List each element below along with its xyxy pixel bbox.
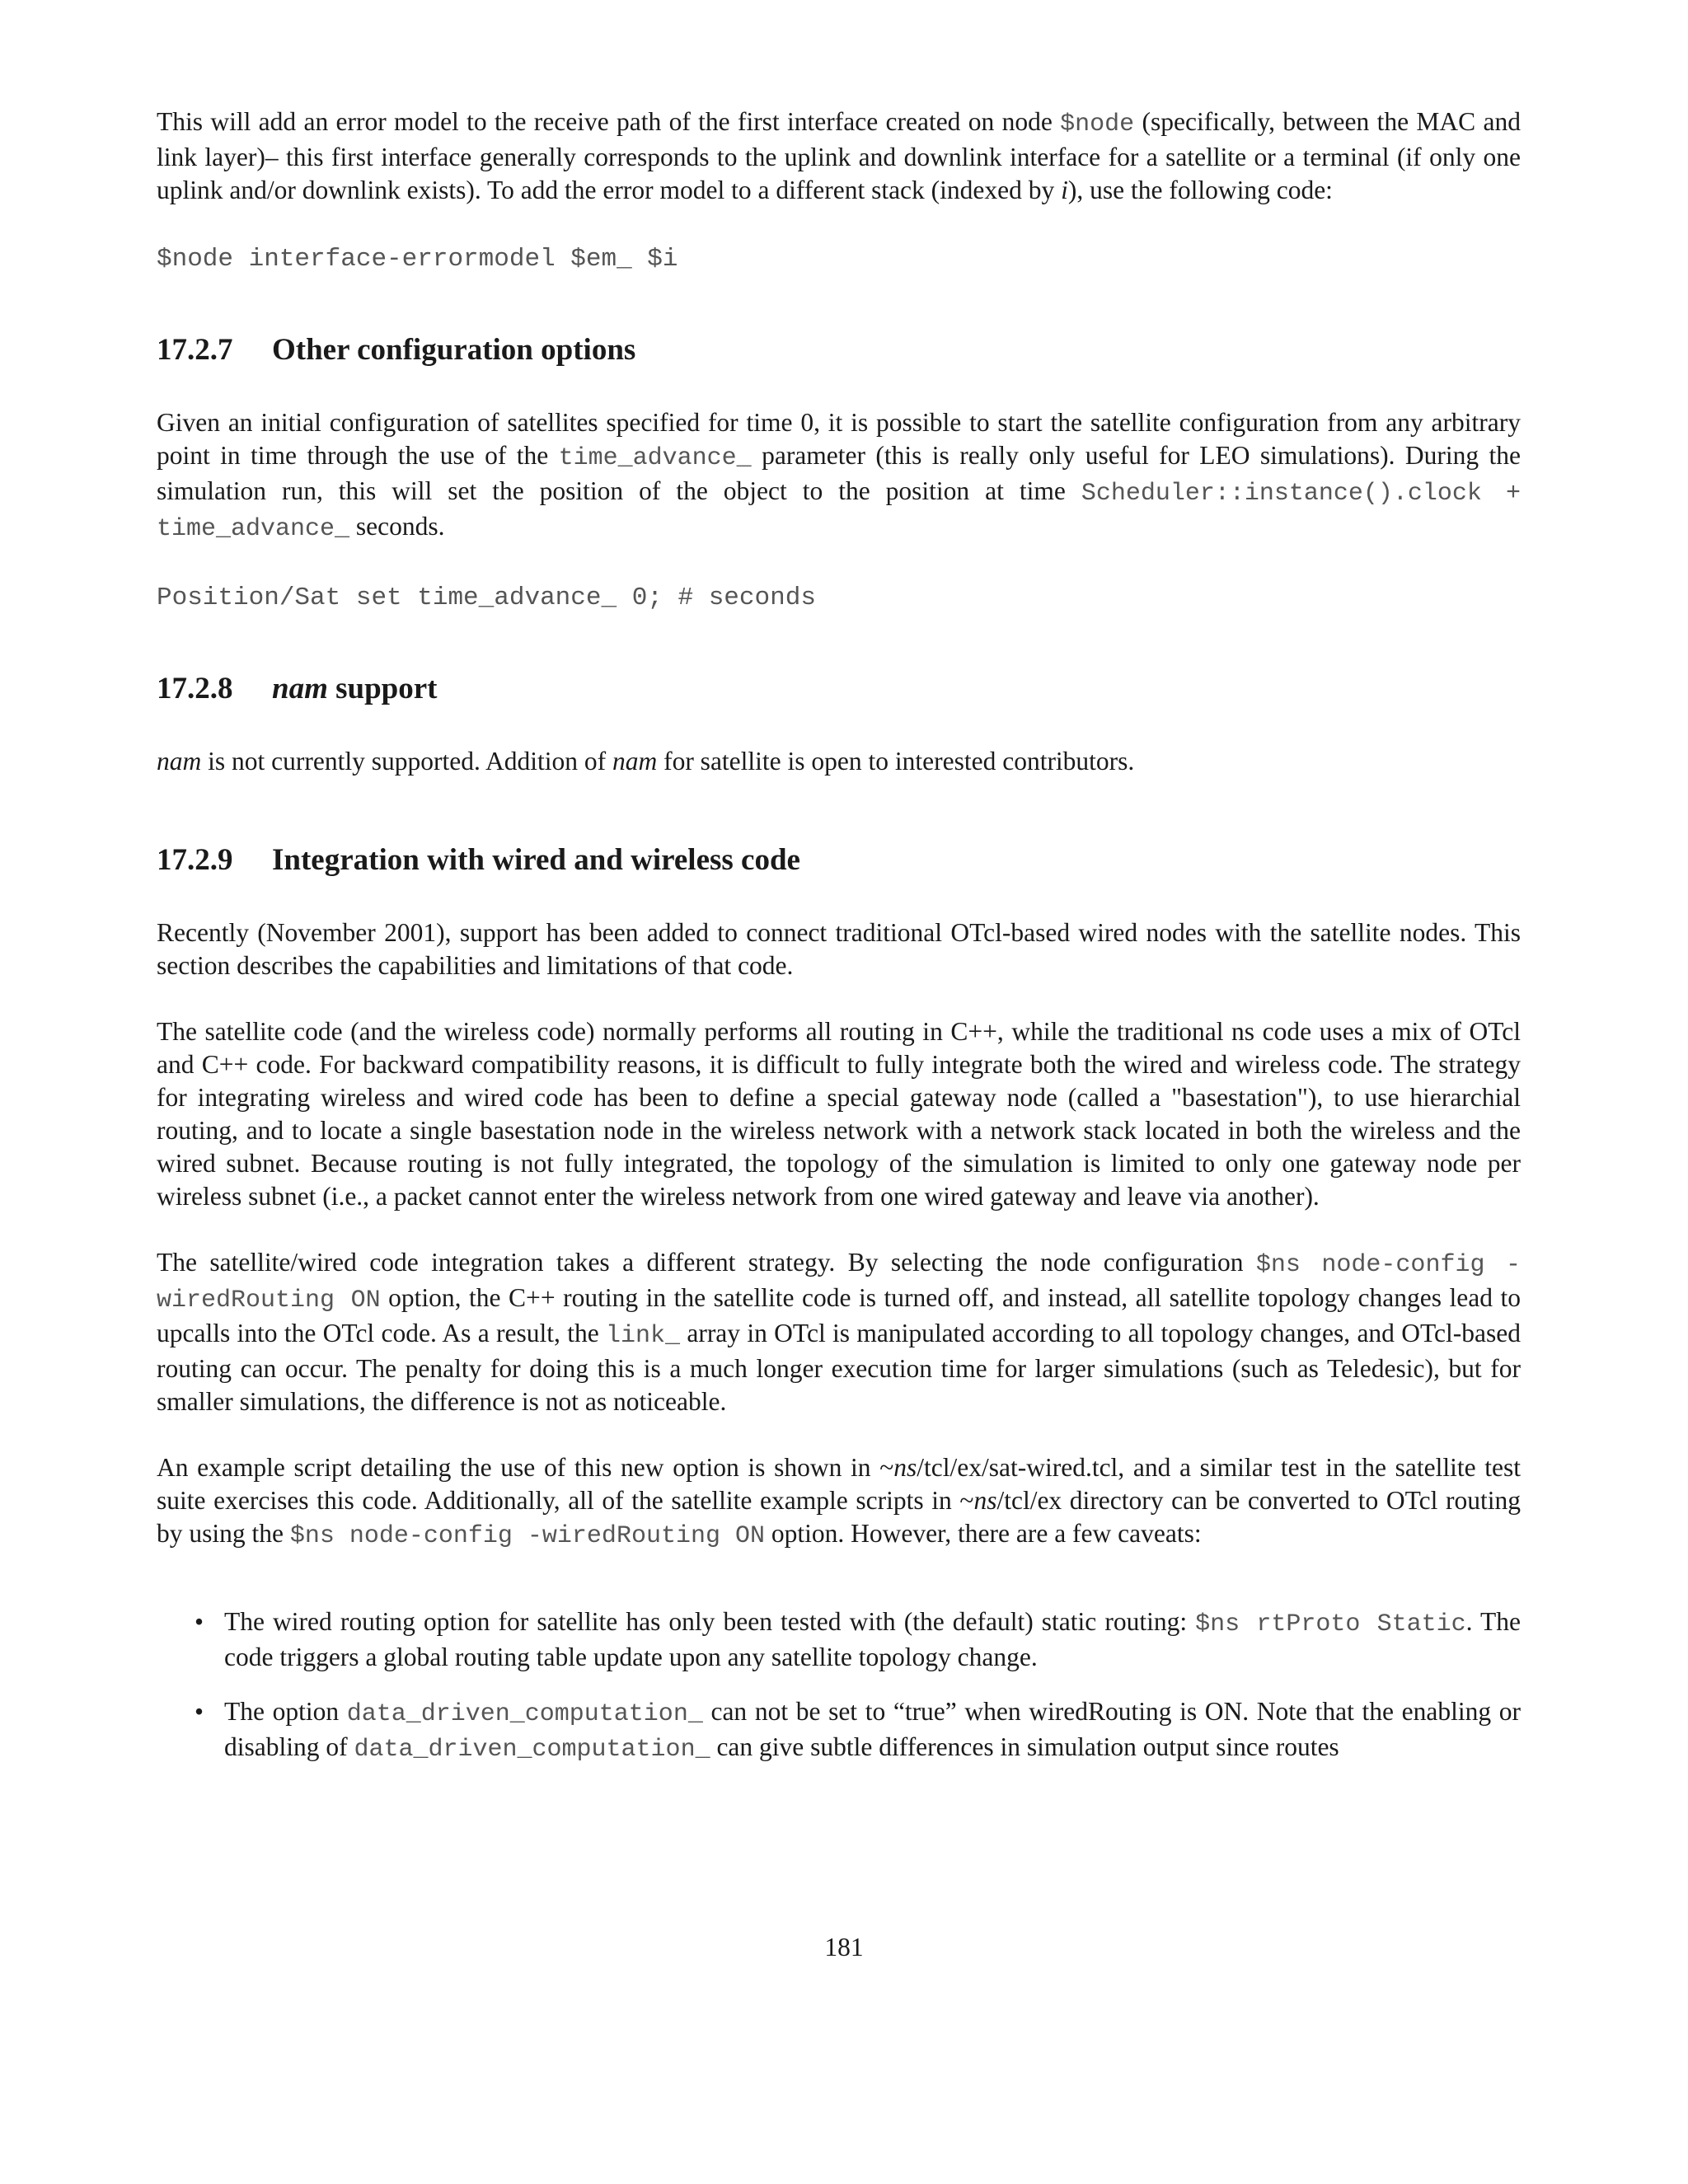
text: ), use the following code:: [1067, 176, 1333, 204]
section-number: 17.2.8: [157, 672, 233, 705]
section-number: 17.2.9: [157, 843, 233, 877]
text: for satellite is open to interested contributors.: [657, 747, 1135, 776]
code-block-interface-errormodel: $node interface-errormodel $em_ $i: [157, 245, 678, 274]
paragraph-example-script: [157, 1451, 1521, 1553]
text: This will add an error model to the receive path of the first interface created on node: [157, 107, 1061, 136]
paragraph-satellite-code: The satellite code (and the wireless code) normally performs all routing in C++, while the traditional ns code uses a mix of OTcl and C++ code. For backward compatibility reasons, it is difficult to fully integrate both the wired and wireless code. The strategy for integrating wireless and wired code has been to define a special gateway node (called a "basestation"), to use hierarchial routing, and to locate a single basestation node in the wireless network with a network stack located in both the wireless and the wired subnet. Because routing is not fully integrated, the topology of the simulation is limited to only one gateway node per wireless subnet (i.e., a packet cannot enter the wireless network from one wired gateway and leave via another).: [157, 1017, 1521, 1211]
paragraph-time-advance: [157, 406, 1521, 546]
text: . The code triggers a global routing table update upon any satellite topology change.: [224, 1607, 1522, 1671]
emphasis: ns: [893, 1453, 917, 1482]
text: option, the C++ routing in the satellite code is turned off, and instead, all satellite topology changes lead to upcalls into the OTcl code. As a result, the: [157, 1283, 1521, 1347]
text: The wired routing option for satellite has only been tested with (the default) static routing:: [224, 1607, 1196, 1636]
code-block-time-advance: Position/Sat set time_advance_ 0; # seconds: [157, 583, 816, 612]
text: The satellite/wired code integration takes a different strategy. By selecting the node configuration: [157, 1248, 1256, 1277]
section-title-em: nam: [272, 672, 328, 705]
list-item: [157, 1695, 1521, 1766]
inline-code: $ns rtProto Static: [1195, 1610, 1466, 1638]
text: array in OTcl is manipulated according to all topology changes, and OTcl-based routing can occur. The penalty for doing this is a much longer execution time for larger simulations (such as Teledesic), but for smaller simulations, the difference is not as noticeable.: [157, 1319, 1521, 1416]
math-var: i: [1061, 176, 1068, 204]
inline-code: $ns node-config -wiredRouting ON: [289, 1522, 765, 1550]
bullet-icon: •: [195, 1697, 204, 1726]
section-heading-17-2-7: [157, 332, 1521, 368]
text: parameter (this is really only useful for LEO simulations). During the simulation run, this will set the position of the object to the position at time: [157, 441, 1521, 505]
text: can give subtle differences in simulation output since routes: [710, 1732, 1339, 1761]
inline-code: data_driven_computation_: [354, 1736, 710, 1764]
inline-code: Scheduler::instance().clock + time_advance_: [157, 480, 1521, 543]
emphasis: ns: [973, 1486, 997, 1515]
text: is not currently supported. Addition of: [201, 747, 612, 776]
section-heading-17-2-9: [157, 842, 1521, 879]
paragraph-error-model: [157, 105, 1521, 207]
text: option. However, there are a few caveats:: [764, 1519, 1202, 1548]
emphasis: nam: [612, 747, 658, 776]
section-number: 17.2.7: [157, 333, 233, 367]
text: can not be set to “true” when wiredRouting is ON. Note that the enabling or disabling of: [224, 1697, 1521, 1761]
inline-code: time_advance_: [558, 444, 752, 472]
caveats-list: [157, 1605, 1521, 1766]
section-title: support: [327, 672, 438, 705]
text: seconds.: [349, 512, 445, 541]
text: Given an initial configuration of satellites specified for time 0, it is possible to start the satellite configuration from any arbitrary point in time through the use of the: [157, 408, 1521, 470]
inline-code: $node: [1060, 110, 1135, 138]
inline-code: data_driven_computation_: [346, 1700, 703, 1728]
text: /tcl/ex/sat-wired.tcl, and a similar test in the satellite test suite exercises this code. Additionally, all of the satellite example scripts in ~: [157, 1453, 1521, 1515]
paragraph-integration: [157, 1246, 1521, 1418]
section-title: Integration with wired and wireless code: [272, 843, 800, 877]
section-title: Other configuration options: [272, 333, 636, 367]
text: An example script detailing the use of this new option is shown in ~: [157, 1453, 894, 1482]
text: /tcl/ex directory can be converted to OTcl routing by using the: [157, 1486, 1521, 1548]
inline-code: $ns node-config -wiredRouting ON: [157, 1251, 1521, 1315]
list-item: [157, 1605, 1521, 1674]
bullet-icon: •: [195, 1607, 204, 1636]
paragraph-recently: Recently (November 2001), support has been added to connect traditional OTcl-based wired nodes with the satellite nodes. This section describes the capabilities and limitations of that code.: [157, 918, 1521, 980]
emphasis: nam: [157, 747, 202, 776]
document-page: [157, 105, 1521, 1766]
text: (specifically, between the MAC and link layer)– this first interface generally corresponds to the uplink and downlink interface for a satellite or a terminal (if only one uplink and/or downlink exists). To add the error model to a different stack (indexed by: [157, 107, 1521, 204]
text: The option: [224, 1697, 347, 1726]
section-heading-17-2-8: [157, 671, 1521, 707]
paragraph-nam: [157, 745, 1521, 778]
page-number: 181: [824, 1933, 864, 1961]
inline-code: link_: [606, 1322, 681, 1350]
